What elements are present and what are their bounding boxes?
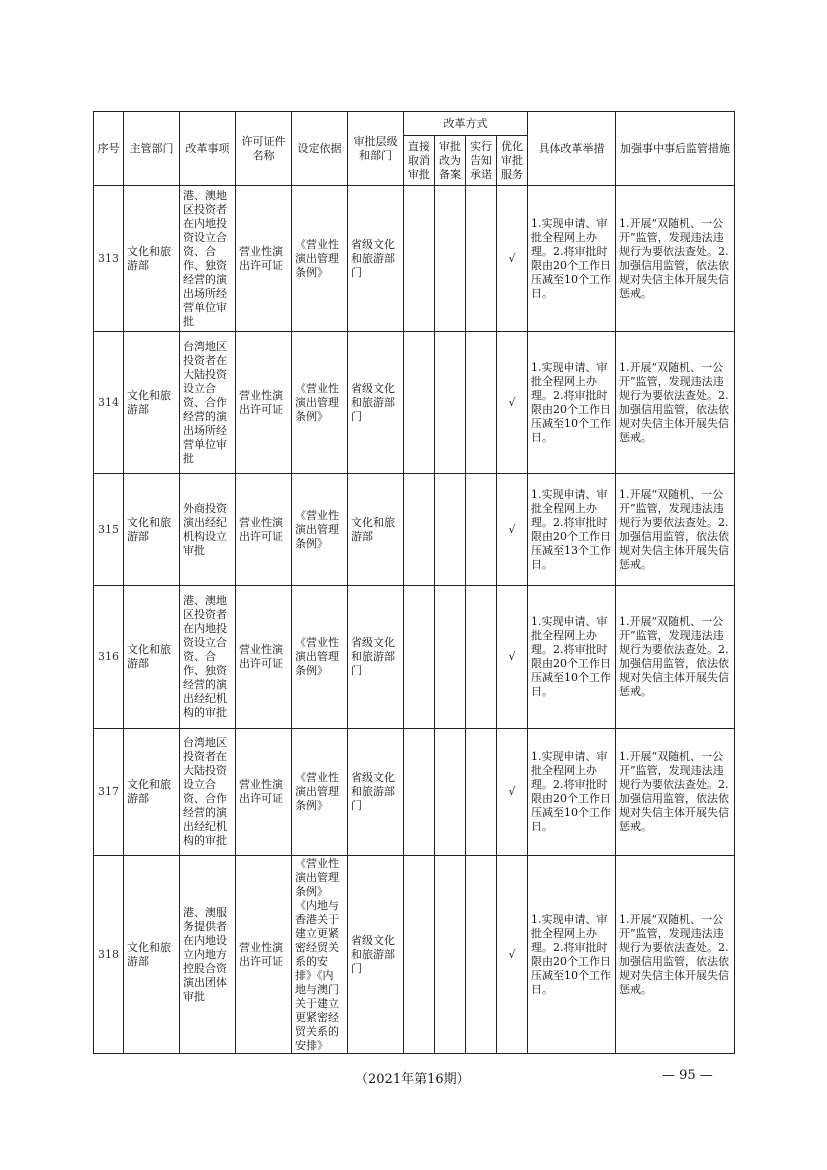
cell-basis: 《营业性演出管理条例》 [292, 586, 348, 729]
cell-dept: 文化和旅游部 [124, 474, 180, 586]
header-basis: 设定依据 [292, 112, 348, 186]
header-level: 审批层级和部门 [348, 112, 404, 186]
header-mode-cancel: 直接取消审批 [404, 136, 435, 186]
cell-item: 港、澳地区投资者在内地投资设立合资、合作、独资经营的演出经纪机构的审批 [180, 586, 236, 729]
header-supervision: 加强事中事后监管措施 [616, 112, 735, 186]
cell-seq: 318 [94, 856, 124, 1054]
cell-seq: 313 [94, 186, 124, 332]
cell-mode-optimize: √ [497, 474, 528, 586]
header-dept: 主管部门 [124, 112, 180, 186]
cell-supervision: 1.开展“双随机、一公开”监管，发现违法违规行为要依法查处。2.加强信用监管，依法依规对失信主体开展失信惩戒。 [616, 332, 735, 474]
cell-seq: 317 [94, 729, 124, 856]
cell-item: 外商投资演出经纪机构设立审批 [180, 474, 236, 586]
cell-mode-promise [466, 586, 497, 729]
cell-mode-promise [466, 856, 497, 1054]
cell-mode-optimize: √ [497, 186, 528, 332]
cell-license: 营业性演出许可证 [236, 332, 292, 474]
cell-basis: 《营业性演出管理条例》 [292, 474, 348, 586]
cell-level: 省级文化和旅游部门 [348, 586, 404, 729]
cell-basis: 《营业性演出管理条例》 [292, 729, 348, 856]
cell-mode-promise [466, 332, 497, 474]
cell-item: 台湾地区投资者在大陆投资设立合资、合作经营的演出经纪机构的审批 [180, 729, 236, 856]
cell-level: 省级文化和旅游部门 [348, 186, 404, 332]
cell-mode-cancel [404, 729, 435, 856]
header-seq: 序号 [94, 112, 124, 186]
cell-basis: 《营业性演出管理条例》 [292, 186, 348, 332]
header-item: 改革事项 [180, 112, 236, 186]
cell-dept: 文化和旅游部 [124, 332, 180, 474]
cell-item: 港、澳地区投资者在内地投资设立合资、合作、独资经营的演出场所经营单位审批 [180, 186, 236, 332]
cell-measures: 1.实现申请、审批全程网上办理。2.将审批时限由20个工作日压减至10个工作日。 [528, 729, 616, 856]
cell-license: 营业性演出许可证 [236, 729, 292, 856]
cell-mode-promise [466, 186, 497, 332]
cell-measures: 1.实现申请、审批全程网上办理。2.将审批时限由20个工作日压减至13个工作日。 [528, 474, 616, 586]
cell-dept: 文化和旅游部 [124, 729, 180, 856]
cell-measures: 1.实现申请、审批全程网上办理。2.将审批时限由20个工作日压减至10个工作日。 [528, 586, 616, 729]
cell-license: 营业性演出许可证 [236, 586, 292, 729]
cell-level: 省级文化和旅游部门 [348, 729, 404, 856]
table-row [94, 586, 735, 729]
cell-mode-promise [466, 729, 497, 856]
header-measures: 具体改革举措 [528, 112, 616, 186]
table-header [94, 112, 735, 186]
cell-supervision: 1.开展“双随机、一公开”监管，发现违法违规行为要依法查处。2.加强信用监管，依法依规对失信主体开展失信惩戒。 [616, 186, 735, 332]
cell-mode-cancel [404, 856, 435, 1054]
cell-measures: 1.实现申请、审批全程网上办理。2.将审批时限由20个工作日压减至10个工作日。 [528, 332, 616, 474]
cell-dept: 文化和旅游部 [124, 856, 180, 1054]
issue-number: （2021年第16期） [355, 1072, 470, 1087]
cell-level: 文化和旅游部 [348, 474, 404, 586]
cell-seq: 316 [94, 586, 124, 729]
cell-license: 营业性演出许可证 [236, 856, 292, 1054]
table-row [94, 332, 735, 474]
cell-supervision: 1.开展“双随机、一公开”监管，发现违法违规行为要依法查处。2.加强信用监管，依法依规对失信主体开展失信惩戒。 [616, 729, 735, 856]
cell-item: 台湾地区投资者在大陆投资设立合资、合作经营的演出场所经营单位审批 [180, 332, 236, 474]
cell-measures: 1.实现申请、审批全程网上办理。2.将审批时限由20个工作日压减至10个工作日。 [528, 186, 616, 332]
header-mode-optimize: 优化审批服务 [497, 136, 528, 186]
header-reform-mode: 改革方式 [404, 112, 528, 136]
cell-level: 省级文化和旅游部门 [348, 332, 404, 474]
cell-mode-cancel [404, 332, 435, 474]
table-row [94, 186, 735, 332]
cell-mode-optimize: √ [497, 586, 528, 729]
cell-mode-record [435, 474, 466, 586]
cell-level: 省级文化和旅游部门 [348, 856, 404, 1054]
header-mode-promise: 实行告知承诺 [466, 136, 497, 186]
cell-license: 营业性演出许可证 [236, 186, 292, 332]
cell-dept: 文化和旅游部 [124, 586, 180, 729]
cell-mode-record [435, 856, 466, 1054]
cell-basis: 《营业性演出管理条例》《内地与香港关于建立更紧密经贸关系的安排》《内地与澳门关于建立更紧密经贸关系的安排》 [292, 856, 348, 1054]
cell-dept: 文化和旅游部 [124, 186, 180, 332]
table-body [94, 186, 735, 1054]
reform-table [93, 111, 735, 1054]
header-mode-record: 审批改为备案 [435, 136, 466, 186]
cell-mode-cancel [404, 474, 435, 586]
header-license: 许可证件名称 [236, 112, 292, 186]
cell-supervision: 1.开展“双随机、一公开”监管，发现违法违规行为要依法查处。2.加强信用监管，依法依规对失信主体开展失信惩戒。 [616, 474, 735, 586]
page-number: — 95 — [662, 1068, 713, 1083]
cell-seq: 314 [94, 332, 124, 474]
table-row [94, 856, 735, 1054]
cell-supervision: 1.开展“双随机、一公开”监管，发现违法违规行为要依法查处。2.加强信用监管，依法依规对失信主体开展失信惩戒。 [616, 586, 735, 729]
cell-measures: 1.实现申请、审批全程网上办理。2.将审批时限由20个工作日压减至10个工作日。 [528, 856, 616, 1054]
table-row [94, 474, 735, 586]
cell-mode-record [435, 332, 466, 474]
cell-mode-optimize: √ [497, 856, 528, 1054]
cell-seq: 315 [94, 474, 124, 586]
cell-mode-record [435, 186, 466, 332]
cell-supervision: 1.开展“双随机、一公开”监管，发现违法违规行为要依法查处。2.加强信用监管，依法依规对失信主体开展失信惩戒。 [616, 856, 735, 1054]
table-row [94, 729, 735, 856]
cell-mode-record [435, 729, 466, 856]
cell-mode-cancel [404, 186, 435, 332]
cell-mode-cancel [404, 586, 435, 729]
cell-license: 营业性演出许可证 [236, 474, 292, 586]
cell-mode-optimize: √ [497, 332, 528, 474]
cell-item: 港、澳服务提供者在内地设立内地方控股合资演出团体审批 [180, 856, 236, 1054]
cell-mode-promise [466, 474, 497, 586]
cell-mode-optimize: √ [497, 729, 528, 856]
cell-mode-record [435, 586, 466, 729]
cell-basis: 《营业性演出管理条例》 [292, 332, 348, 474]
